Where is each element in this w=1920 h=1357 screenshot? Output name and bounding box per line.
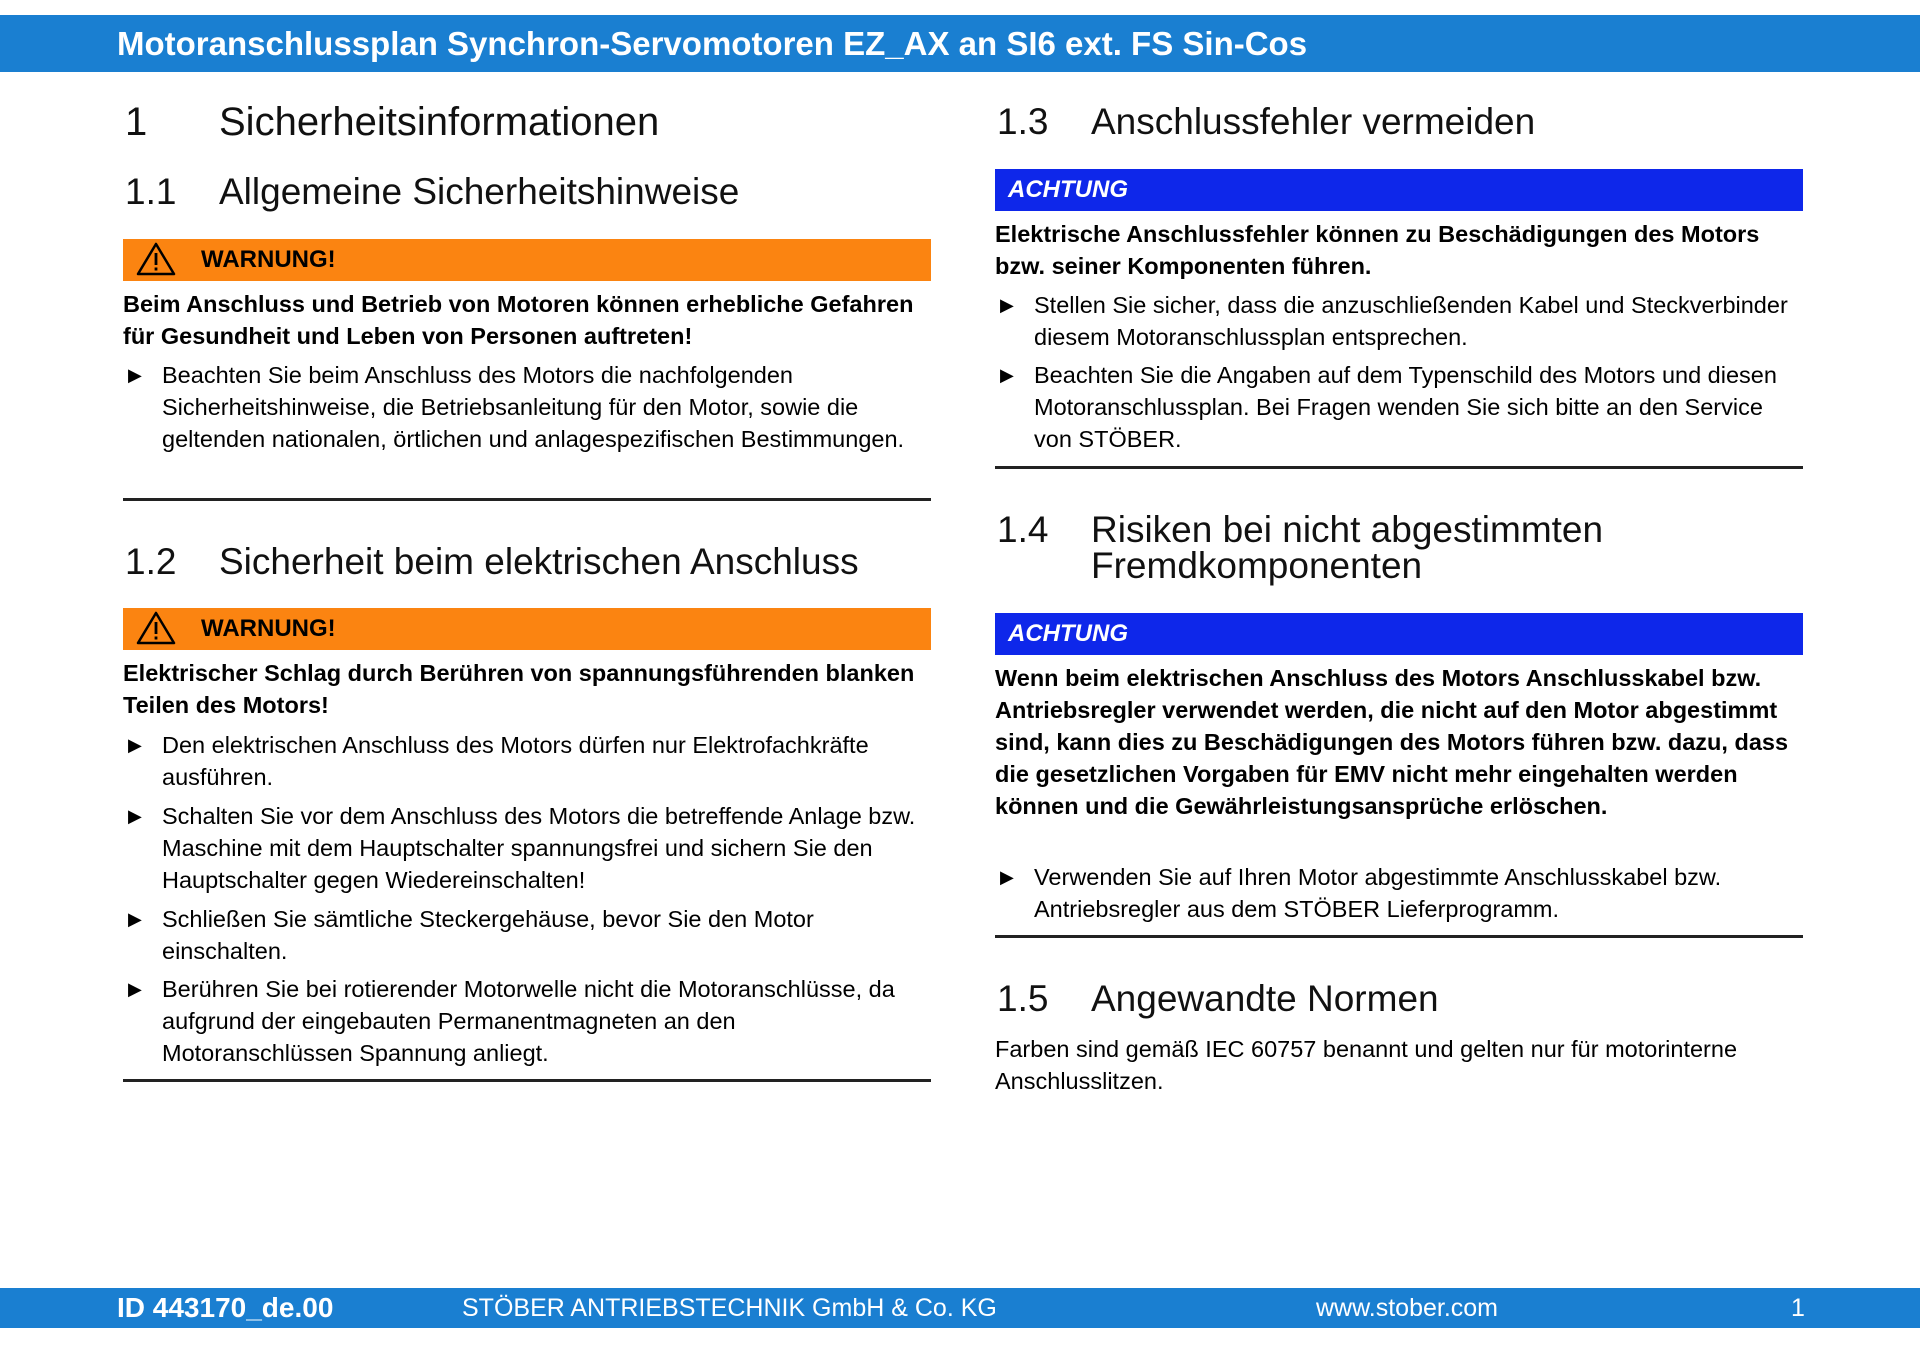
warning-banner bbox=[123, 608, 931, 650]
notice-text: Wenn beim elektrischen Anschluss des Motors Anschlusskabel bzw. Antriebsregler verwendet werden, die nicht auf den Motor abgestimmt sind, kann dies zu Beschädigungen des Motors führen bzw. dazu, dass die gesetzlichen Vorgaben für EMV nicht mehr eingehalten werden können und die Gewährleistungsansprüche erlöschen. bbox=[995, 665, 1789, 819]
bullet-arrow-icon: ▶ bbox=[128, 979, 142, 999]
document-id: ID 443170_de.00 bbox=[117, 1292, 334, 1323]
warning-triangle-icon bbox=[136, 242, 176, 276]
warning-label: WARNUNG! bbox=[201, 246, 336, 273]
section-divider bbox=[123, 1079, 931, 1082]
notice-banner: ACHTUNG bbox=[995, 169, 1803, 211]
bullet-arrow-icon: ▶ bbox=[128, 806, 142, 826]
notice-text: Elektrische Anschlussfehler können zu Beschädigungen des Motors bzw. seiner Komponenten führen. bbox=[995, 221, 1760, 279]
bullet-arrow-icon: ▶ bbox=[128, 735, 142, 755]
bullet-arrow-icon: ▶ bbox=[1000, 365, 1014, 385]
bullet-arrow-icon: ▶ bbox=[1000, 295, 1014, 315]
notice-banner: ACHTUNG bbox=[995, 613, 1803, 655]
section-divider bbox=[995, 935, 1803, 938]
warning-banner bbox=[123, 239, 931, 281]
section-divider bbox=[123, 498, 931, 501]
section-divider bbox=[995, 466, 1803, 469]
warning-text: Beim Anschluss und Betrieb von Motoren können erhebliche Gefahren für Gesundheit und Leben von Personen auftreten! bbox=[123, 291, 914, 349]
bullet-arrow-icon: ▶ bbox=[128, 365, 142, 385]
website-link[interactable]: www.stober.com bbox=[1316, 1294, 1499, 1322]
page-number: 1 bbox=[1791, 1294, 1805, 1322]
warning-triangle-icon bbox=[136, 611, 176, 645]
document-header: Motoranschlussplan Synchron-Servomotoren EZ_AX an SI6 ext. FS Sin-Cos bbox=[0, 15, 1920, 72]
company-name: STÖBER ANTRIEBSTECHNIK GmbH & Co. KG bbox=[462, 1294, 997, 1322]
section-1-5-text: Farben sind gemäß IEC 60757 benannt und gelten nur für motorinterne Anschlusslitzen. bbox=[995, 1036, 1738, 1094]
warning-label: WARNUNG! bbox=[201, 615, 336, 642]
document-footer bbox=[0, 1288, 1920, 1328]
warning-text: Elektrischer Schlag durch Berühren von spannungsführenden blanken Teilen des Motors! bbox=[123, 660, 915, 718]
bullet-arrow-icon: ▶ bbox=[128, 909, 142, 929]
bullet-arrow-icon: ▶ bbox=[1000, 867, 1014, 887]
